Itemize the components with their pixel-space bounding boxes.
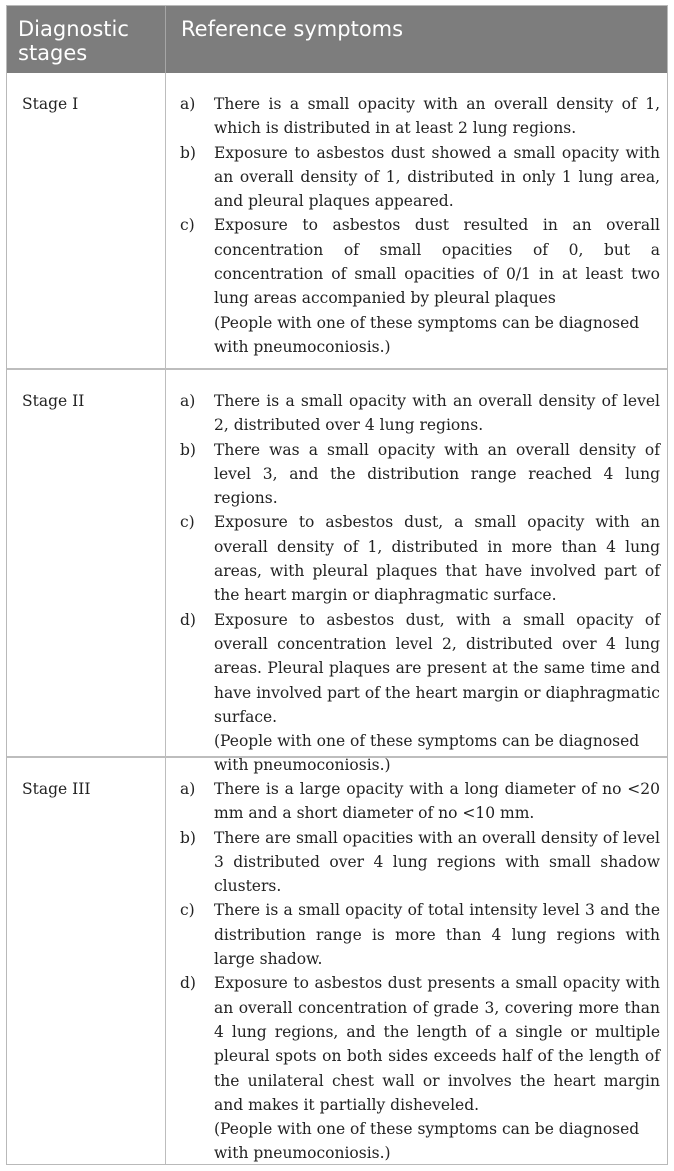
- symptom-label: c): [180, 901, 195, 920]
- symptom-item: [180, 438, 660, 511]
- symptom-text: There is a small opacity of total intensity level 3 and the distribution range is more than 4 lung regions with large shadow.: [214, 901, 660, 969]
- symptom-label: d): [180, 610, 196, 629]
- symptom-text: Exposure to asbestos dust presents a small opacity with an overall concentration of grade 3, covering more than 4 lung regions, and the length of a single or multiple pleural spots on both sides exceeds half of the length of the unilateral chest wall or involves the heart margin and makes it partially disheveled.: [214, 974, 660, 1114]
- symptom-text: There is a small opacity with an overall density of 1, which is distributed in at least 2 lung regions.: [214, 95, 660, 138]
- symptom-label: c): [180, 216, 195, 235]
- symptom-label: d): [180, 974, 196, 993]
- diagnosis-note: (People with one of these symptoms can be diagnosed with pneumoconiosis.): [214, 732, 640, 775]
- symptoms-cell: [166, 758, 667, 1164]
- symptom-item: [180, 826, 660, 899]
- stage-label: Stage III: [22, 780, 91, 798]
- symptom-text: There is a large opacity with a long diameter of no <20 mm and a short diameter of no <10 mm.: [214, 780, 660, 823]
- symptom-label: c): [180, 513, 195, 532]
- symptom-text: There was a small opacity with an overall density of level 3, and the distribution range reached 4 lung regions.: [214, 440, 660, 508]
- symptom-label: b): [180, 828, 196, 847]
- symptom-item: [180, 92, 660, 141]
- table-row-stage-2: [7, 368, 667, 775]
- symptom-item: [180, 777, 660, 826]
- diagnosis-note: (People with one of these symptoms can be diagnosed with pneumoconiosis.): [214, 1120, 640, 1163]
- table-row-stage-1: [7, 73, 667, 368]
- symptom-label: a): [180, 95, 196, 113]
- header-reference-symptoms: Reference symptoms: [181, 17, 404, 41]
- symptom-item: [180, 389, 660, 438]
- symptom-text: There are small opacities with an overall density of level 3 distributed over 4 lung regions with small shadow clusters.: [214, 828, 660, 896]
- diagnostic-table: [6, 5, 668, 1165]
- symptom-item: [180, 971, 660, 1117]
- header-diagnostic-stages: Diagnostic stages: [18, 17, 129, 65]
- table-header: [7, 6, 667, 73]
- symptom-item: [180, 510, 660, 607]
- symptom-item: [180, 898, 660, 971]
- symptoms-cell: [166, 370, 667, 775]
- symptom-item: [180, 608, 660, 729]
- symptom-label: b): [180, 440, 196, 459]
- symptoms-cell: [166, 73, 667, 368]
- symptom-label: a): [180, 392, 196, 410]
- table-row-stage-3: [7, 756, 667, 1164]
- diagnosis-note: (People with one of these symptoms can be diagnosed with pneumoconiosis.): [214, 313, 640, 356]
- symptom-item: [180, 213, 660, 310]
- stage-label: Stage I: [22, 95, 79, 113]
- symptom-text: Exposure to asbestos dust resulted in an overall concentration of small opacities of 0, but a concentration of small opacities of 0/1 in at least two lung areas accompanied by pleural plaques: [214, 216, 660, 308]
- symptom-text: Exposure to asbestos dust showed a small opacity with an overall density of 1, distributed in only 1 lung area, and pleural plaques appeared.: [214, 143, 660, 211]
- symptom-label: b): [180, 143, 196, 162]
- symptom-text: Exposure to asbestos dust, a small opacity with an overall density of 1, distributed in more than 4 lung areas, with pleural plaques that have involved part of the heart margin or diaphragmatic surface.: [214, 513, 660, 605]
- symptom-item: [180, 141, 660, 214]
- symptom-label: a): [180, 780, 196, 798]
- stage-label: Stage II: [22, 392, 85, 410]
- symptom-text: Exposure to asbestos dust, with a small opacity of overall concentration level 2, distributed over 4 lung areas. Pleural plaques are present at the same time and have involved part of the heart margin or diaphragmatic surface.: [214, 610, 660, 726]
- symptom-text: There is a small opacity with an overall density of level 2, distributed over 4 lung regions.: [214, 392, 660, 435]
